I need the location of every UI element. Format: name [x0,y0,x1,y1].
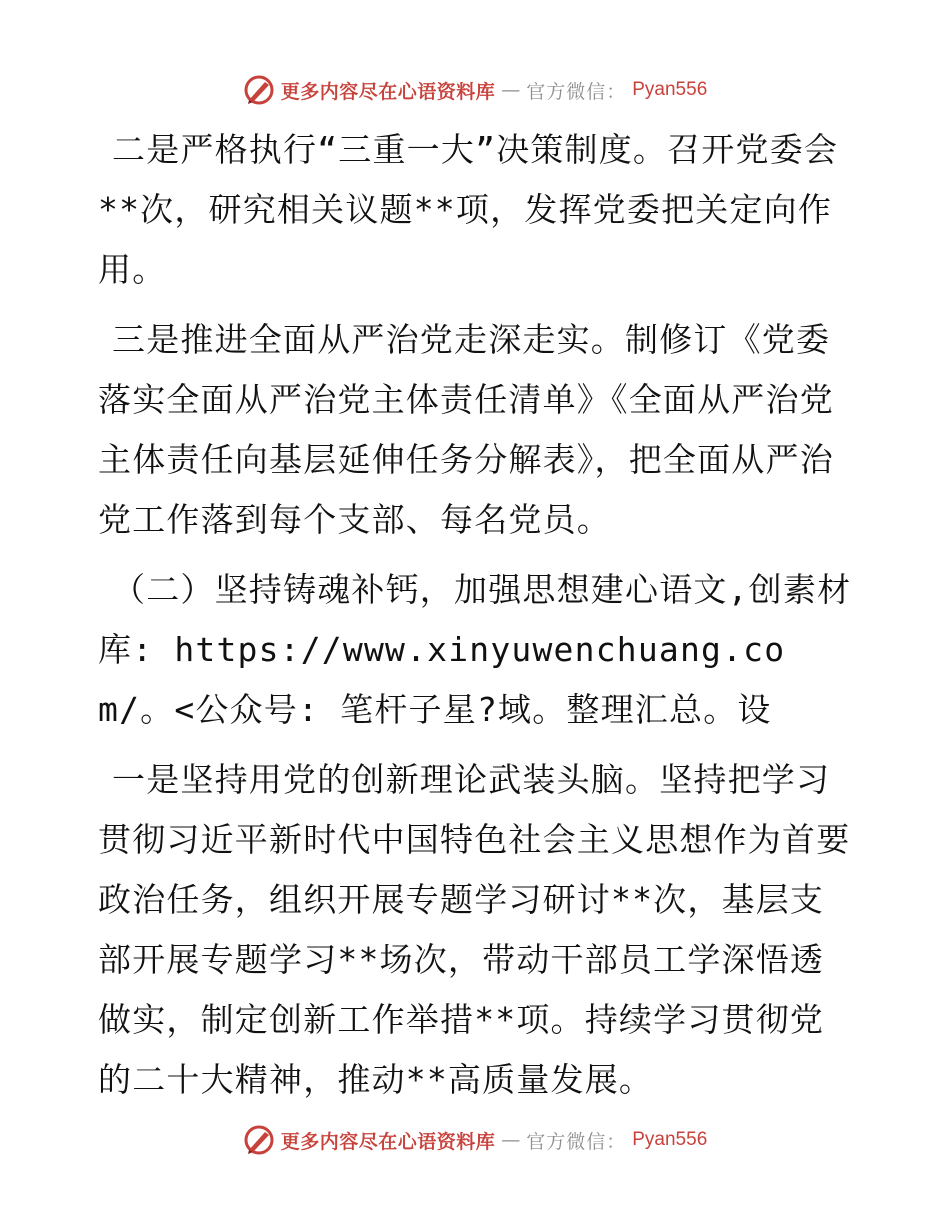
watermark-main-text: 更多内容尽在心语资料库 [280,80,496,103]
footer-watermark [0,1120,950,1160]
pen-circle-logo-icon [243,1124,275,1156]
watermark-dash: — [501,1129,521,1151]
header-watermark [0,70,950,110]
paragraph-decision-system: 二是严格执行“三重一大”决策制度。召开党委会**次，研究相关议题**项，发挥党委把关定向作用。 [98,130,839,289]
pen-circle-logo-icon [243,74,275,106]
watermark-dash: — [501,79,521,101]
paragraph-party-governance: 三是推进全面从严治党走深走实。制修订《党委落实全面从严治党主体责任清单》《全面从严治党主体责任向基层延伸任务分解表》，把全面从严治党工作落到每个支部、每名党员。 [98,320,834,539]
watermark-main-text: 更多内容尽在心语资料库 [280,1130,496,1153]
watermark-label: 官方微信： [526,80,627,103]
watermark-label: 官方微信： [526,1130,627,1153]
watermark-id: Pyan556 [632,79,708,100]
paragraph-section-heading: （二）坚持铸魂补钙，加强思想建心语文,创素材库: https://www.xinyuwenchuang.com/。<公众号: 笔杆子星?域。整理汇总。设 [98,570,852,729]
watermark-id: Pyan556 [632,1129,708,1150]
document-body [98,120,858,1120]
paragraph-theory-study: 一是坚持用党的创新理论武装头脑。坚持把学习贯彻习近平新时代中国特色社会主义思想作为首要政治任务，组织开展专题学习研讨**次，基层支部开展专题学习**场次，带动干部员工学深悟透做实，制定创新工作举措**项。持续学习贯彻党的二十大精神，推动**高质量发展。 [98,760,851,1099]
